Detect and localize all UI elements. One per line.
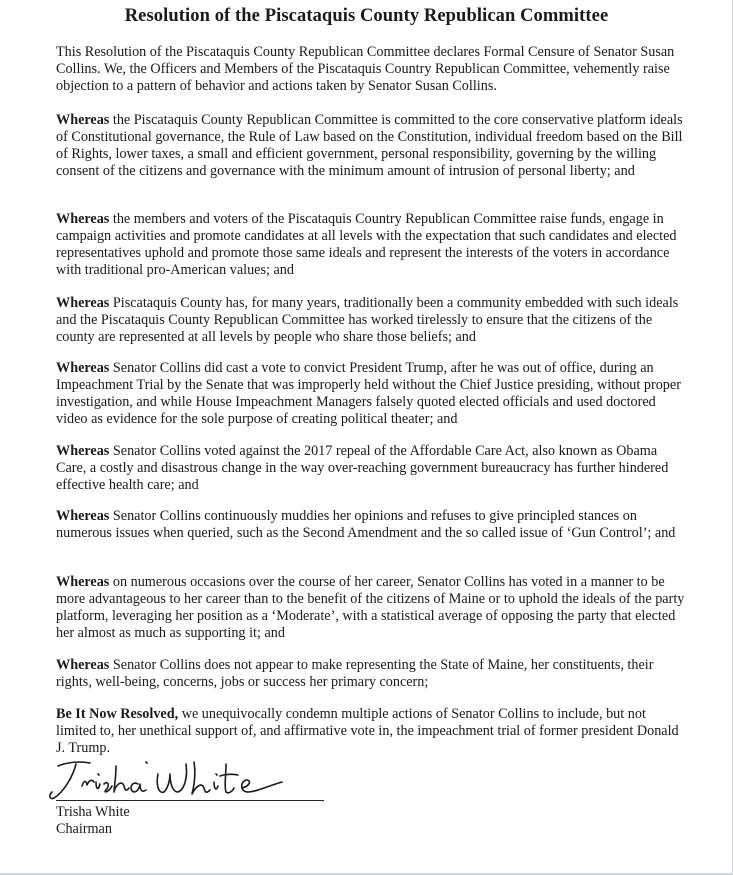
- signature-text: Trisha White: [46, 752, 52, 753]
- whereas-paragraph-6: [56, 508, 686, 542]
- paragraph-lead: Whereas: [56, 112, 110, 128]
- signature-line: [56, 800, 324, 801]
- whereas-paragraph-2: [56, 211, 686, 279]
- paragraph-text: Piscataquis County has, for many years, traditionally been a community embedded with such ideals and the Piscataquis County Republican Committee has worked tirelessly to ensure that the citizens of the county are represented at all levels by people who share those beliefs; and: [56, 295, 679, 345]
- whereas-paragraph-7: [56, 574, 686, 642]
- resolved-paragraph: [56, 706, 686, 757]
- paragraph-lead: Whereas: [56, 574, 110, 590]
- paragraph-lead: Whereas: [56, 508, 110, 524]
- paragraph-text: Senator Collins did cast a vote to convict President Trump, after he was out of office, during an Impeachment Trial by the Senate that was improperly held without the Chief Justice presiding, without proper investigation, and while House Impeachment Managers falsely quoted elected officials and used doctored video as evidence for the sole purpose of creating political theater; and: [56, 360, 681, 427]
- whereas-paragraph-4: [56, 360, 686, 428]
- paragraph-text: the Piscataquis County Republican Committee is committed to the core conservative platform ideals of Constitutional governance, the Rule of Law based on the Constitution, individual freedom based on the Bill of Rights, lower taxes, a small and efficient government, personal responsibility, governing by the willing consent of the citizens and governance with the minimum amount of intrusion of personal liberty; and: [56, 112, 683, 179]
- paragraph-lead: Whereas: [56, 360, 110, 376]
- paragraph-text: Senator Collins continuously muddies her opinions and refuses to give principled stances on numerous issues when queried, such as the Second Amendment and the so called issue of ‘Gun Control’; and: [56, 508, 676, 541]
- paragraph-text: Senator Collins does not appear to make representing the State of Maine, her constituents, their rights, well-being, concerns, jobs or success her primary concern;: [56, 657, 654, 690]
- paragraph-lead: Be It Now Resolved,: [56, 706, 179, 722]
- paragraph-lead: Whereas: [56, 211, 110, 227]
- signatory-role: Chairman: [56, 821, 112, 837]
- paragraph-text: Senator Collins voted against the 2017 repeal of the Affordable Care Act, also known as Obama Care, a costly and disastrous change in the way over-reaching government bureaucracy has further hindered effective health care; and: [56, 443, 669, 493]
- paragraph-text: we unequivocally condemn multiple actions of Senator Collins to include, but not limited to, her unethical support of, and affirmative vote in, the impeachment trial of former president Donald J. Trump.: [56, 706, 679, 756]
- paragraph-text: the members and voters of the Piscataquis Country Republican Committee raise funds, engage in campaign activities and promote candidates at all levels with the expectation that such candidates and elected representatives uphold and promote those same ideals and represent the interests of the voters in accordance with traditional pro-American values; and: [56, 211, 677, 278]
- whereas-paragraph-1: [56, 112, 686, 180]
- whereas-paragraph-3: [56, 295, 686, 346]
- handwritten-signature: [46, 752, 326, 804]
- whereas-paragraph-5: [56, 443, 686, 494]
- paragraph-lead: Whereas: [56, 657, 110, 673]
- signatory-name: Trisha White: [56, 804, 130, 820]
- paragraph-text: This Resolution of the Piscataquis County Republican Committee declares Formal Censure of Senator Susan Collins. We, the Officers and Members of the Piscataquis Country Republican Committee, vehemently raise objection to a pattern of behavior and actions taken by Senator Susan Collins.: [56, 44, 675, 94]
- page-title: Resolution of the Piscataquis County Republican Committee: [124, 6, 609, 26]
- paragraph-text: on numerous occasions over the course of her career, Senator Collins has voted in a manner to be more advantageous to her career than to the benefit of the citizens of Maine or to uphold the ideals of the party platform, leveraging her position as a ‘Moderate’, with a statistical average of opposing the party that elected her almost as much as supporting it; and: [56, 574, 685, 641]
- paragraph-lead: Whereas: [56, 443, 110, 459]
- paragraph-lead: Whereas: [56, 295, 110, 311]
- intro-paragraph: [56, 44, 686, 95]
- whereas-paragraph-8: [56, 657, 686, 691]
